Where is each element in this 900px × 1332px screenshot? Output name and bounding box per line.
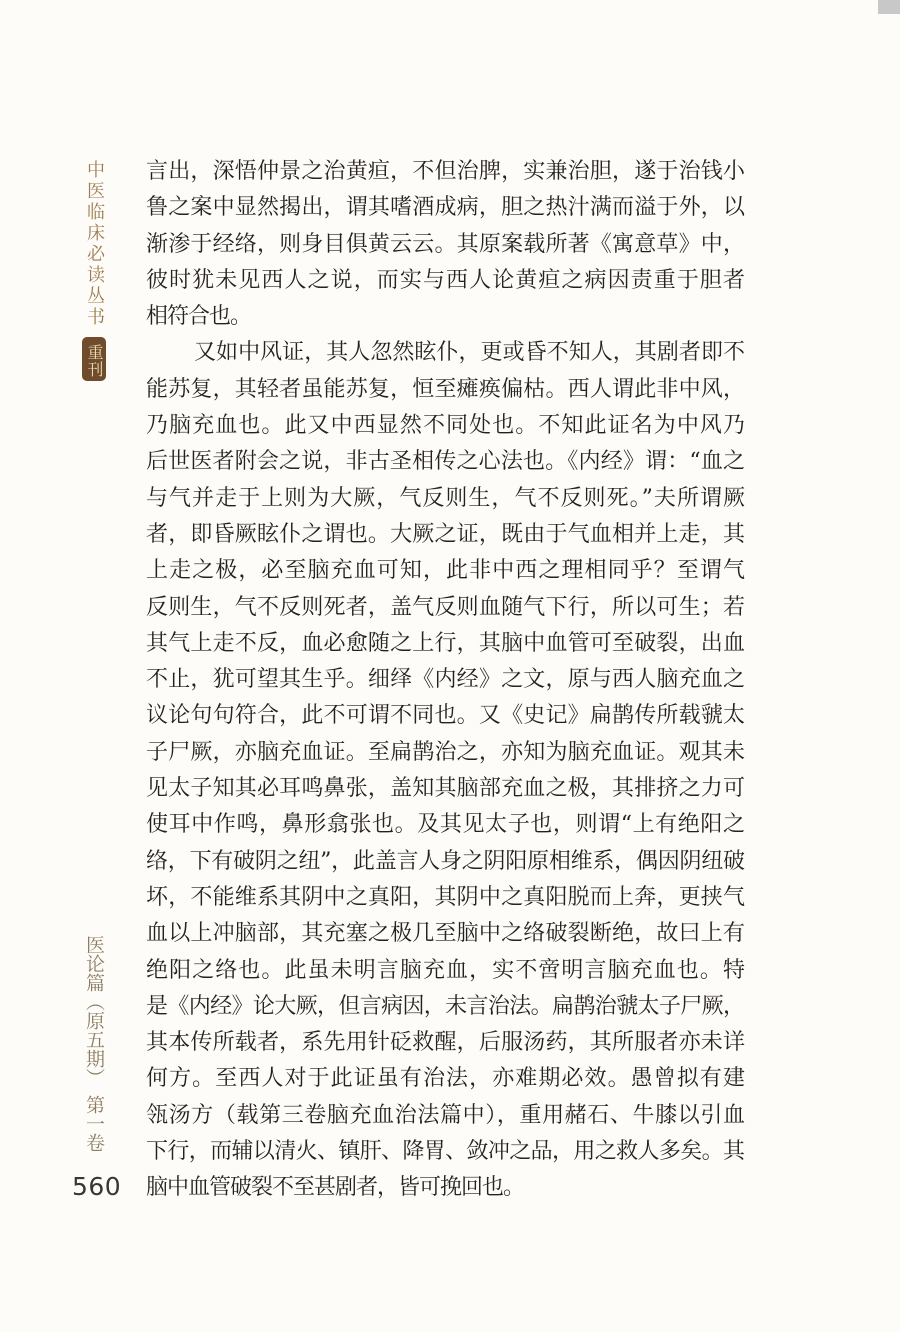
seal-stamp: 重刊 bbox=[82, 337, 106, 381]
text-line: 相符合也。 bbox=[146, 304, 252, 330]
text-line: 乃脑充血也。此又中西显然不同处也。不知此证名为中风乃 bbox=[146, 413, 744, 439]
text-line: 与气并走于上则为大厥，气反则生，气不反则死。”夫所谓厥 bbox=[146, 485, 744, 511]
text-line: 渐渗于经络，则身目俱黄云云。其原案载所著《寓意草》中， bbox=[146, 231, 744, 257]
text-line: 络，下有破阴之纽”，此盖言人身之阴阳原相维系，偶因阴纽破 bbox=[146, 848, 744, 874]
text-line: 其气上走不反，血必愈随之上行，其脑中血管可至破裂，出血 bbox=[146, 630, 744, 656]
text-line: 者，即昏厥眩仆之谓也。大厥之证，既由于气血相并上走，其 bbox=[146, 521, 744, 547]
section-title: 医论篇（原五期） bbox=[83, 935, 105, 1087]
text-line: 绝阳之络也。此虽未明言脑充血，实不啻明言脑充血也。特 bbox=[146, 957, 744, 983]
text-line: 彼时犹未见西人之说，而实与西人论黄疸之病因责重于胆者 bbox=[146, 267, 744, 293]
paragraph bbox=[146, 335, 744, 1206]
text-line: 瓴汤方（载第三卷脑充血治法篇中），重用赭石、牛膝以引血 bbox=[146, 1102, 744, 1128]
text-line: 又如中风证，其人忽然眩仆，更或昏不知人，其剧者即不 bbox=[194, 340, 744, 366]
text-line: 后世医者附会之说，非古圣相传之心法也。《内经》谓：“血之 bbox=[146, 449, 744, 475]
text-line: 子尸厥，亦脑充血证。至扁鹊治之，亦知为脑充血证。观其未 bbox=[146, 739, 744, 765]
text-line: 是《内经》论大厥，但言病因，未言治法。扁鹊治虢太子尸厥， bbox=[146, 993, 744, 1019]
text-line: 何方。至西人对于此证虽有治法，亦难期必效。愚曾拟有建 bbox=[146, 1066, 744, 1092]
text-line: 议论句句符合，此不可谓不同也。又《史记》扁鹊传所载虢太 bbox=[146, 703, 744, 729]
text-line: 鲁之案中显然揭出，谓其嗜酒成病，胆之热汁满而溢于外，以 bbox=[146, 195, 744, 221]
text-line: 脑中血管破裂不至甚剧者，皆可挽回也。 bbox=[146, 1175, 525, 1201]
page-number: 560 bbox=[72, 1172, 122, 1201]
text-line: 坏，不能维系其阴中之真阳，其阴中之真阳脱而上奔，更挟气 bbox=[146, 884, 744, 910]
text-line: 上走之极，必至脑充血可知，此非中西之理相同乎？至谓气 bbox=[146, 558, 744, 584]
section-label bbox=[84, 935, 104, 1152]
text-line: 下行，而辅以清火、镇肝、降胃、敛冲之品，用之救人多矣。其 bbox=[146, 1139, 744, 1165]
text-line: 言出，深悟仲景之治黄疸，不但治脾，实兼治胆，遂于治钱小 bbox=[146, 159, 744, 184]
text-line: 其本传所载者，系先用针砭救醒，后服汤药，其所服者亦未详 bbox=[146, 1030, 744, 1056]
text-line: 不止，犹可望其生乎。细绎《内经》之文，原与西人脑充血之 bbox=[146, 667, 744, 693]
body-text bbox=[146, 154, 744, 1207]
text-line: 反则生，气不反则死者，盖气反则血随气下行，所以可生；若 bbox=[146, 594, 744, 620]
text-line: 能苏复，其轻者虽能苏复，恒至瘫痪偏枯。西人谓此非中风， bbox=[146, 376, 744, 402]
text-line: 使耳中作鸣，鼻形翕张也。及其见太子也，则谓“上有绝阳之 bbox=[146, 812, 744, 838]
series-title: 中医临床必读丛书 bbox=[84, 160, 105, 328]
paragraph bbox=[146, 154, 744, 335]
text-line: 血以上冲脑部，其充塞之极几至脑中之络破裂断绝，故曰上有 bbox=[146, 921, 744, 947]
volume-label: 第一卷 bbox=[83, 1095, 105, 1152]
text-line: 见太子知其必耳鸣鼻张，盖知其脑部充血之极，其排挤之力可 bbox=[146, 776, 744, 802]
corner-mark bbox=[878, 0, 900, 14]
